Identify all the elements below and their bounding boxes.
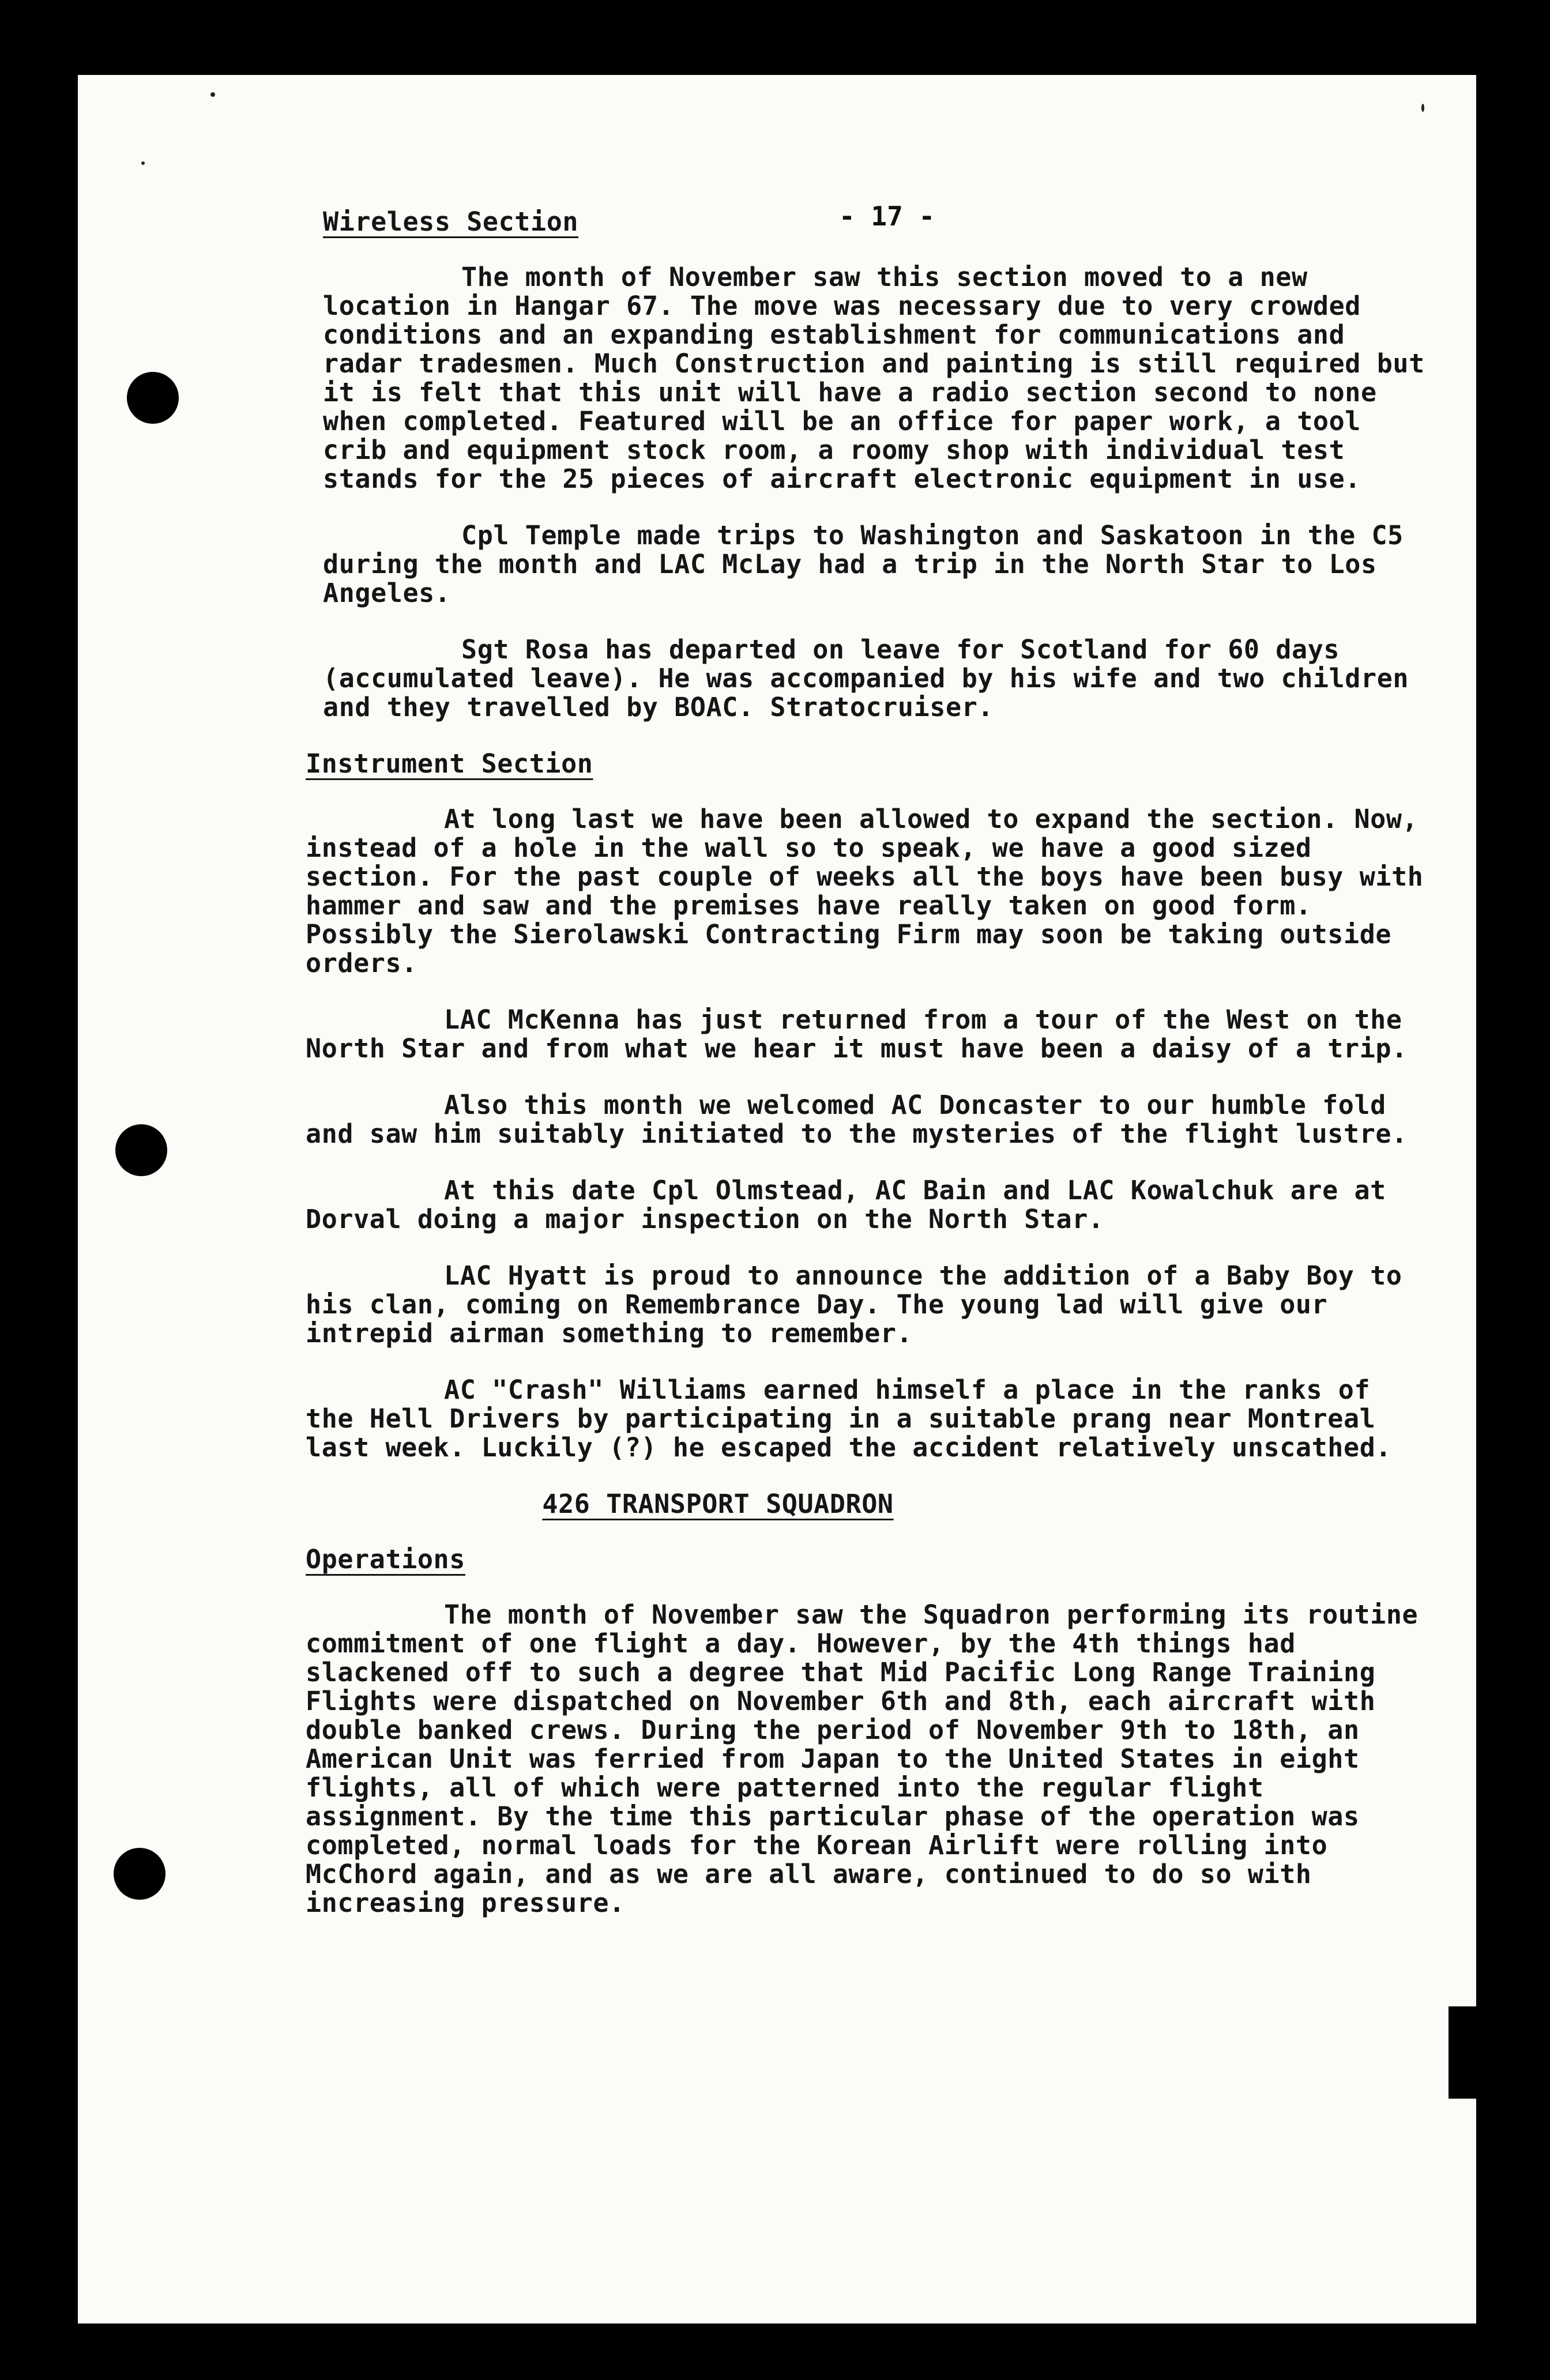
speck [1421,104,1424,112]
speck [141,161,145,165]
squadron-heading: 426 TRANSPORT SQUADRON [542,1489,894,1519]
paragraph: Also this month we welcomed AC Doncaster to our humble fold and saw him suitably initiated to the mysteries of the flight lustre. [306,1090,1408,1149]
section-heading: Operations [306,1544,465,1575]
punch-hole [115,1124,167,1176]
paragraph: At this date Cpl Olmstead, AC Bain and LAC Kowalchuk are at Dorval doing a major inspection on the North Star. [306,1175,1386,1234]
section-instrument [306,750,1430,1918]
speck [210,92,215,97]
paragraph: At long last we have been allowed to expand the section. Now, instead of a hole in the wall so to speak, we have a good sized section. For the past couple of weeks all the boys have been busy with hammer and saw and the premises have really taken on good form. Possibly the Sierolawski Contracting Firm may soon be taking outside orders. [306,804,1424,978]
punch-hole [127,372,179,424]
binder-tab [1449,2006,1476,2099]
paragraph: AC "Crash" Williams earned himself a place in the ranks of the Hell Drivers by participating in a suitable prang near Montreal last week. Luckily (?) he escaped the accident relatively unscathed. [306,1374,1392,1463]
section-heading: Wireless Section [323,206,579,237]
paragraph: The month of November saw the Squadron performing its routine commitment of one flight a day. However, by the 4th things had slackened off to such a degree that Mid Pacific Long Range Training Flights were dispatched on November 6th and 8th, each aircraft with double banked crews. During the period of November 9th to 18th, an American Unit was ferried from Japan to the United States in eight flights, all of which were patterned into the regular flight assignment. By the time this particular phase of the operation was completed, normal loads for the Korean Airlift were rolling into McChord again, and as we are all aware, continued to do so with increasing pressure. [306,1599,1419,1918]
paragraph: Cpl Temple made trips to Washington and Saskatoon in the C5 during the month and LAC McLay had a trip in the North Star to Los Angeles. [323,520,1404,608]
page-number: - 17 - [839,201,935,232]
paragraph: The month of November saw this section moved to a new location in Hangar 67. The move was necessary due to very crowded conditions and an expanding establishment for communications and radar tradesmen. Much Construction and painting is still required but it is felt that this unit will have a radio section second to none when completed. Featured will be an office for paper work, a tool crib and equipment stock room, a roomy shop with individual test stands for the 25 pieces of aircraft electronic equipment in use. [323,262,1425,494]
paragraph: LAC McKenna has just returned from a tour of the West on the North Star and from what we hear it must have been a daisy of a trip. [306,1004,1408,1064]
section-wireless [323,208,1430,722]
document-body [306,206,1430,1945]
section-heading: Instrument Section [306,748,593,779]
punch-hole [114,1848,165,1900]
paragraph: Sgt Rosa has departed on leave for Scotland for 60 days (accumulated leave). He was accompanied by his wife and two children and they travelled by BOAC. Stratocruiser. [323,634,1409,722]
paragraph: LAC Hyatt is proud to announce the addition of a Baby Boy to his clan, coming on Remembrance Day. The young lad will give our intrepid airman something to remember. [306,1260,1402,1349]
